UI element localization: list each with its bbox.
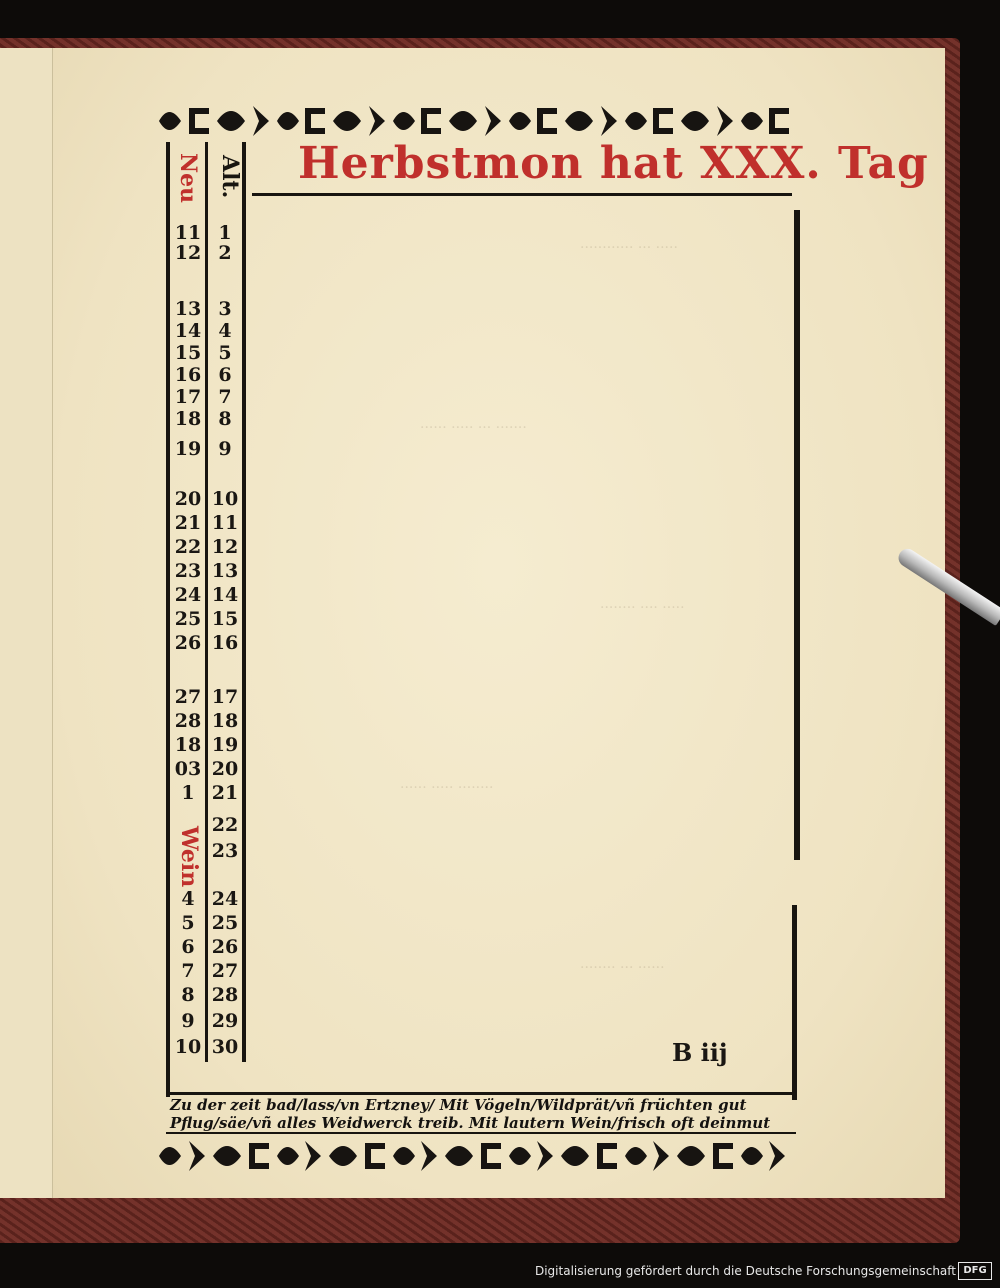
footer-verse-line-2: Pflug/säe/vñ alles Weidwerck treib. Mit lautern Wein/frisch oft deinmut xyxy=(170,1114,771,1132)
old-style-day-number: 14 xyxy=(211,584,239,606)
old-style-day-number: 21 xyxy=(211,782,239,804)
old-style-day-number: 24 xyxy=(211,888,239,910)
old-style-day-number: 7 xyxy=(218,386,232,408)
new-style-day-number: 13 xyxy=(174,298,202,320)
new-style-day-number: 8 xyxy=(181,984,195,1006)
wine-side-label: Wein xyxy=(176,826,202,888)
old-style-day-number: 3 xyxy=(218,298,232,320)
frame-right-rule xyxy=(794,210,800,860)
new-style-day-number: 19 xyxy=(174,438,202,460)
old-style-day-number: 13 xyxy=(211,560,239,582)
old-style-day-number: 15 xyxy=(211,608,239,630)
old-style-day-number: 16 xyxy=(211,632,239,654)
new-style-day-number: 28 xyxy=(174,710,202,732)
new-style-day-number: 14 xyxy=(174,320,202,342)
gathering-signature: B iij xyxy=(672,1038,728,1067)
old-style-day-number: 27 xyxy=(211,960,239,982)
old-style-day-number: 19 xyxy=(211,734,239,756)
old-style-day-number: 11 xyxy=(211,512,239,534)
title-underline xyxy=(252,193,792,196)
new-style-day-number: 18 xyxy=(174,408,202,430)
old-style-day-number: 5 xyxy=(218,342,232,364)
old-style-day-number: 9 xyxy=(218,438,232,460)
new-style-day-number: 27 xyxy=(174,686,202,708)
old-style-day-number: 8 xyxy=(218,408,232,430)
old-style-day-number: 18 xyxy=(211,710,239,732)
new-style-day-number: 22 xyxy=(174,536,202,558)
old-style-day-number: 26 xyxy=(211,936,239,958)
new-style-day-number: 23 xyxy=(174,560,202,582)
new-style-column-header: Neu xyxy=(175,153,201,204)
new-style-day-number: 20 xyxy=(174,488,202,510)
old-style-day-number: 6 xyxy=(218,364,232,386)
frame-bottom-rule xyxy=(166,1092,796,1095)
new-style-day-number: 9 xyxy=(181,1010,195,1032)
old-style-day-number: 2 xyxy=(218,242,232,264)
old-style-day-number: 30 xyxy=(211,1036,239,1058)
new-style-day-number: 25 xyxy=(174,608,202,630)
footer-verse-line-1: Zu der zeit bad/lass/vn Ertzney/ Mit Vögeln/Wildprät/vñ früchten gut xyxy=(170,1096,747,1114)
new-style-day-number: 11 xyxy=(174,222,202,244)
new-style-day-number: 03 xyxy=(174,758,202,780)
digitization-credit: Digitalisierung gefördert durch die Deutsche Forschungsgemeinschaft xyxy=(534,1264,956,1278)
new-style-day-number: 10 xyxy=(174,1036,202,1058)
new-style-day-number: 15 xyxy=(174,342,202,364)
new-style-day-number: 5 xyxy=(181,912,195,934)
new-style-day-number: 21 xyxy=(174,512,202,534)
old-style-day-number: 4 xyxy=(218,320,232,342)
old-style-day-number: 12 xyxy=(211,536,239,558)
new-style-day-number: 16 xyxy=(174,364,202,386)
old-style-day-number: 20 xyxy=(211,758,239,780)
page-title: Herbstmon hat XXX. Tag xyxy=(298,138,929,189)
footer-bottom-rule xyxy=(166,1132,796,1134)
old-style-day-number: 28 xyxy=(211,984,239,1006)
old-style-day-number: 23 xyxy=(211,840,239,862)
left-page-edge xyxy=(0,48,54,1198)
old-style-day-number: 17 xyxy=(211,686,239,708)
old-style-column-header: Alt. xyxy=(217,155,243,199)
old-style-day-number: 10 xyxy=(211,488,239,510)
frame-left-rule xyxy=(166,142,170,1097)
new-style-day-number: 18 xyxy=(174,734,202,756)
frame-right-rule-lower xyxy=(792,905,797,1100)
new-style-day-number: 1 xyxy=(181,782,195,804)
old-style-day-number: 29 xyxy=(211,1010,239,1032)
new-style-day-number: 4 xyxy=(181,888,195,910)
bottom-ornament-border xyxy=(155,1135,805,1177)
new-style-day-number: 24 xyxy=(174,584,202,606)
top-ornament-border xyxy=(155,100,805,142)
new-style-day-number: 12 xyxy=(174,242,202,264)
new-style-day-number: 7 xyxy=(181,960,195,982)
new-style-day-number: 26 xyxy=(174,632,202,654)
old-style-day-number: 25 xyxy=(211,912,239,934)
old-style-day-number: 1 xyxy=(218,222,232,244)
new-style-day-number: 17 xyxy=(174,386,202,408)
new-style-day-number: 6 xyxy=(181,936,195,958)
old-style-day-number: 22 xyxy=(211,814,239,836)
column-divider-2 xyxy=(242,142,246,1062)
dfg-logo: DFG xyxy=(958,1262,992,1280)
